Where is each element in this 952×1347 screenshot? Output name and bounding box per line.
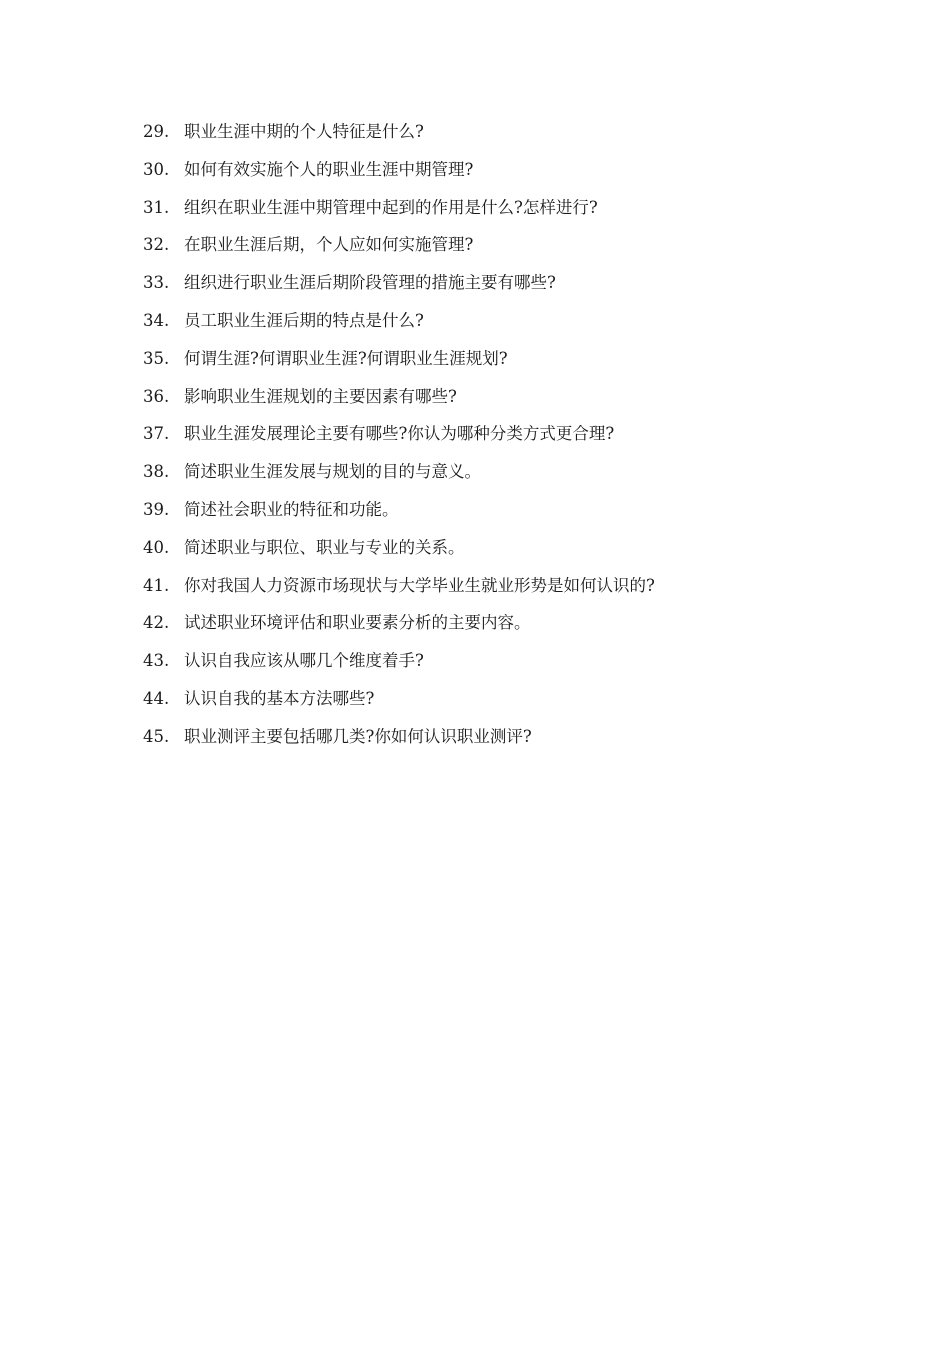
question-text: 认识自我的基本方法哪些?: [184, 688, 375, 708]
question-item: [143, 609, 883, 647]
question-number: 35.: [143, 348, 170, 368]
question-list: [143, 118, 883, 761]
question-item: [143, 269, 883, 307]
question-text: 你对我国人力资源市场现状与大学毕业生就业形势是如何认识的?: [184, 575, 655, 595]
question-text: 职业测评主要包括哪几类?你如何认识职业测评?: [184, 726, 532, 746]
question-number: 43.: [143, 651, 170, 671]
question-text: 简述职业生涯发展与规划的目的与意义。: [184, 462, 481, 482]
question-number: 30.: [143, 159, 170, 179]
question-item: [143, 118, 883, 156]
question-number: 34.: [143, 310, 170, 330]
question-text: 试述职业环境评估和职业要素分析的主要内容。: [184, 613, 531, 633]
question-number: 38.: [143, 462, 170, 482]
question-item: [143, 231, 883, 269]
question-item: [143, 194, 883, 232]
question-item: [143, 156, 883, 194]
question-text: 认识自我应该从哪几个维度着手?: [184, 651, 424, 671]
question-item: [143, 534, 883, 572]
question-number: 31.: [143, 197, 170, 217]
question-text: 简述社会职业的特征和功能。: [184, 499, 399, 519]
question-text: 影响职业生涯规划的主要因素有哪些?: [184, 386, 457, 406]
question-item: [143, 420, 883, 458]
question-number: 41.: [143, 575, 170, 595]
question-number: 45.: [143, 726, 170, 746]
question-item: [143, 496, 883, 534]
question-number: 40.: [143, 537, 170, 557]
question-text: 如何有效实施个人的职业生涯中期管理?: [184, 159, 474, 179]
question-text: 职业生涯中期的个人特征是什么?: [184, 122, 424, 141]
question-item: [143, 345, 883, 383]
question-text: 职业生涯发展理论主要有哪些?你认为哪种分类方式更合理?: [184, 424, 615, 444]
question-text: 员工职业生涯后期的特点是什么?: [184, 310, 424, 330]
question-text: 组织进行职业生涯后期阶段管理的措施主要有哪些?: [184, 273, 556, 293]
question-number: 29.: [143, 122, 170, 141]
question-number: 44.: [143, 688, 170, 708]
question-number: 33.: [143, 273, 170, 293]
question-number: 39.: [143, 499, 170, 519]
question-item: [143, 647, 883, 685]
question-item: [143, 685, 883, 723]
question-item: [143, 458, 883, 496]
question-item: [143, 572, 883, 610]
question-text: 组织在职业生涯中期管理中起到的作用是什么?怎样进行?: [184, 197, 598, 217]
question-item: [143, 723, 883, 761]
question-text: 何谓生涯?何谓职业生涯?何谓职业生涯规划?: [184, 348, 508, 368]
question-number: 36.: [143, 386, 170, 406]
question-text: 简述职业与职位、职业与专业的关系。: [184, 537, 465, 557]
question-number: 32.: [143, 235, 170, 255]
question-item: [143, 307, 883, 345]
question-text: 在职业生涯后期，个人应如何实施管理?: [184, 235, 474, 255]
question-item: [143, 383, 883, 421]
question-number: 37.: [143, 424, 170, 444]
question-number: 42.: [143, 613, 170, 633]
